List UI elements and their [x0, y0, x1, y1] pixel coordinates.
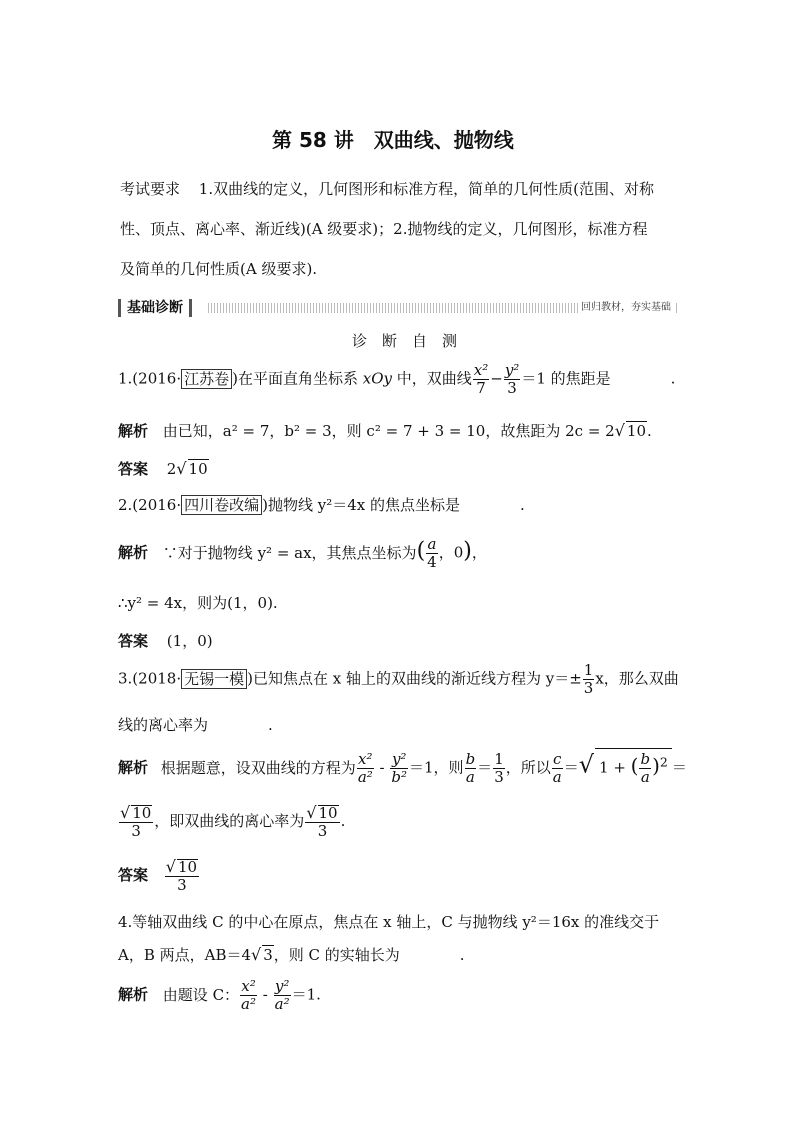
requirements-line-2: 性、顶点、离心率、渐近线)(A 级要求)；2.抛物线的定义，几何图形，标准方程 [120, 220, 648, 238]
question-3-stem-2: 线的离心率为 . [118, 716, 273, 734]
question-1-stem: 1.(2016· 江苏卷 )在平面直角坐标系 xOy 中，双曲线 $\frac{\text{x²}}{7}$ − $\frac{\text{y²}}{3}$ ＝1 的焦距是 . [118, 361, 676, 397]
section-tag: 基础诊断 [118, 299, 192, 317]
fraction: $\frac{\text{x²}}{\text{a²}}$ [241, 977, 257, 1013]
fraction: $\frac{√ 10}{3}$ [306, 803, 338, 840]
fraction: $\frac{1}{3}$ [583, 661, 594, 697]
question-3-analysis-2: $\frac{√ 10}{3}$ ，即双曲线的离心率为 $\frac{√ 10}{3}$ . [120, 803, 346, 840]
page-title: 第 58 讲 双曲线、抛物线 [272, 128, 514, 152]
analysis-label: 解析 [118, 985, 149, 1004]
requirements-line-3: 及简单的几何性质(A 级要求). [120, 260, 318, 278]
question-4-stem: 4.等轴双曲线 C 的中心在原点，焦点在 x 轴上，C 与抛物线 y²＝16x 的准线交于 [118, 913, 660, 931]
fraction: $\frac{\text{y²}}{\text{a²}}$ [274, 977, 290, 1013]
fraction: $\frac{b}{a}$ [465, 750, 476, 786]
question-2-analysis-2: ∴y² = 4x，则为(1，0). [118, 594, 278, 612]
analysis-label: 解析 [118, 422, 149, 440]
question-2-analysis: 解析 ∵对于抛物线 y² = ax，其焦点坐标为( $\frac{a}{4}$ ，0)， [118, 535, 487, 571]
requirements-line-1 [120, 178, 654, 199]
question-3-analysis: 解析 根据题意，设双曲线的方程为 $\frac{\text{x²}}{\text{a²}}$ - $\frac{\text{y²}}{\text{b²}}$ ＝1，则 $\frac{b}{a}$ ＝ $\frac{1}{3}$ ，所以 $\frac{c}{a}$ ＝√ 1 + ( $\frac{b}{a}$ )$^2$ ＝ [118, 750, 687, 786]
answer-label: 答案 [118, 460, 149, 478]
fraction: $\frac{\text{y²}}{3}$ [504, 361, 520, 397]
fraction: $\frac{c}{a}$ [552, 750, 562, 786]
requirements-text-1: 1.双曲线的定义，几何图形和标准方程，简单的几何性质(范围、对称 [198, 180, 654, 198]
section-bar [118, 299, 678, 317]
fraction: $\frac{a}{4}$ [427, 535, 437, 571]
question-2-source: 四川卷改编 [181, 495, 262, 515]
question-1-answer: 答案 2√ 10 [118, 459, 208, 478]
section-subtitle: 诊 断 自 测 [352, 332, 458, 350]
fraction: $\frac{√ 10}{3}$ [165, 857, 198, 894]
question-2-answer: 答案 (1，0) [118, 632, 213, 650]
question-3-stem: 3.(2018· 无锡一模 )已知焦点在 x 轴上的双曲线的渐近线方程为 y＝± $\frac{1}{3}$ x，那么双曲 [118, 661, 679, 697]
fraction: $\frac{b}{a}$ [640, 750, 651, 786]
question-3-source: 无锡一模 [181, 669, 247, 689]
answer-label: 答案 [118, 632, 149, 650]
fraction: $\frac{\text{y²}}{\text{b²}}$ [391, 750, 408, 786]
question-4-stem-2: A，B 两点，AB＝4√ 3，则 C 的实轴长为 . [118, 945, 465, 964]
question-4-analysis: 解析 由题设 C： $\frac{\text{x²}}{\text{a²}}$ - $\frac{\text{y²}}{\text{a²}}$ ＝1. [118, 977, 321, 1013]
question-3-answer [118, 858, 200, 894]
analysis-label: 解析 [118, 543, 149, 562]
fraction: $\frac{\text{x²}}{\text{a²}}$ [357, 750, 373, 786]
requirements-label: 考试要求 [120, 180, 181, 198]
section-note: 回归教材，夯实基础 [578, 299, 674, 317]
fraction: $\frac{1}{3}$ [494, 750, 504, 786]
fraction: $\frac{√ 10}{3}$ [120, 803, 152, 840]
question-1-analysis: 解析 由已知，a² = 7，b² = 3，则 c² = 7 + 3 = 10，故焦距为 2c = 2√ 10. [118, 421, 652, 440]
answer-label: 答案 [118, 866, 149, 884]
fraction: $\frac{\text{x²}}{7}$ [473, 361, 489, 397]
question-2-stem: 2.(2016· 四川卷改编 )抛物线 y²＝4x 的焦点坐标是 . [118, 496, 525, 514]
question-1-source: 江苏卷 [181, 369, 232, 389]
analysis-label: 解析 [118, 758, 149, 777]
